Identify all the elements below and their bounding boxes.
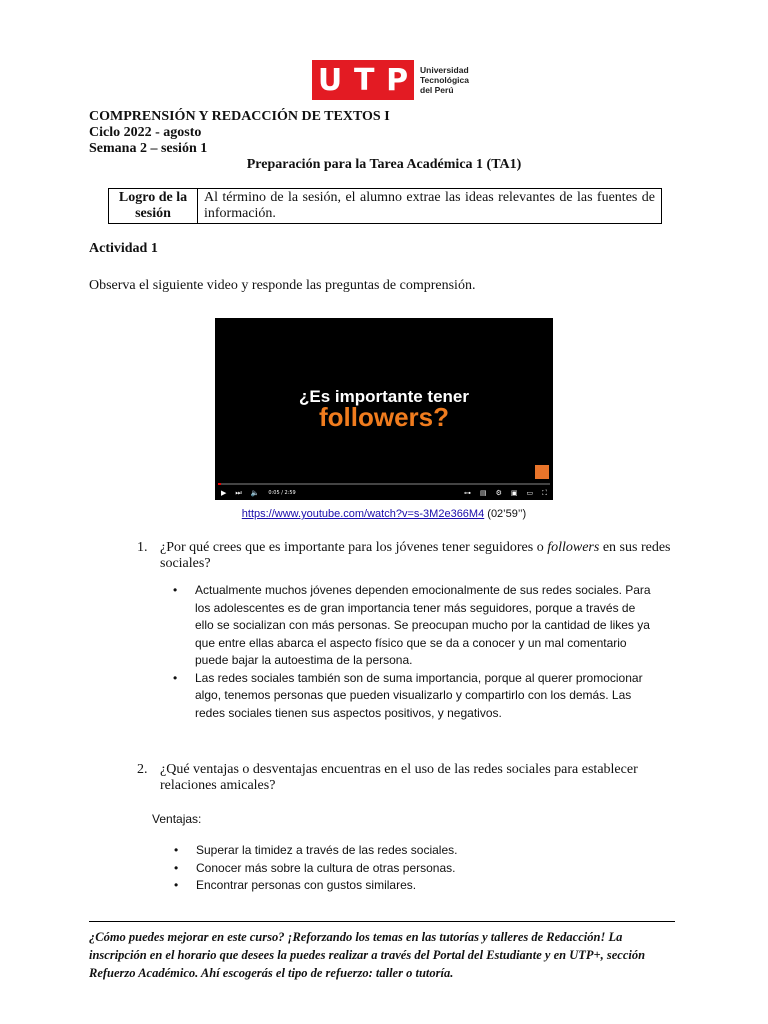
list-item: [174, 877, 654, 895]
logro-label-line-2: sesión: [135, 206, 171, 221]
question-1-number: 1.: [137, 540, 148, 555]
subtitles-icon[interactable]: ▤: [479, 489, 487, 497]
video-caption-line-2: followers?: [318, 402, 449, 432]
list-item: [174, 860, 654, 878]
logo-letter-p: P: [386, 62, 409, 98]
question-1-text-b: en sus redes sociales?: [160, 540, 671, 571]
video-progress-fill: [218, 483, 221, 485]
theater-mode-icon[interactable]: ▭: [526, 489, 534, 497]
university-line-2: Tecnológica: [420, 75, 469, 85]
answer-2-text: Las redes sociales también son de suma importancia, porque al querer promocionar algo, tenemos personas que pueden visualizarlo y compartirlo con los demás. Las redes sociales tienen sus aspectos positivos, y negativos.: [195, 670, 643, 720]
logo-letter-t: T: [353, 62, 375, 98]
ventaja-1-text: Superar la timidez a través de las redes sociales.: [196, 843, 458, 857]
settings-gear-icon[interactable]: ⚙: [495, 489, 502, 497]
video-controls: [215, 486, 553, 500]
video-progress-bar[interactable]: [218, 483, 550, 485]
ventajas-label: Ventajas:: [152, 812, 202, 826]
logro-table: [108, 188, 662, 224]
video-link[interactable]: https://www.youtube.com/watch?v=s-3M2e366M4: [241, 508, 485, 520]
question-2: [137, 762, 697, 794]
ventaja-2-text: Conocer más sobre la cultura de otras personas.: [196, 860, 456, 875]
activity-instruction: Observa el siguiente video y responde las preguntas de comprensión.: [89, 278, 476, 293]
list-item: [173, 670, 653, 723]
miniplayer-icon[interactable]: ▣: [510, 489, 518, 497]
logo-letter-u: U: [317, 62, 343, 98]
video-time: 0:05 / 2:59: [268, 490, 296, 496]
list-item: [174, 842, 654, 860]
question-1-answers: [173, 582, 653, 722]
logro-label-cell: [109, 189, 198, 223]
bullet-icon: •: [173, 670, 178, 685]
question-1: [137, 540, 697, 572]
question-1-text-a: ¿Por qué crees que es importante para los jóvenes tener seguidores o: [160, 540, 548, 555]
question-2-text: ¿Qué ventajas o desventajas encuentras en el uso de las redes sociales para establecer relaciones amicales?: [160, 762, 638, 793]
university-name: [420, 65, 469, 95]
question-1-text: [160, 540, 697, 572]
bullet-icon: •: [173, 583, 178, 597]
answer-1-text: Actualmente muchos jóvenes dependen emocionalmente de sus redes sociales. Para los adolescentes es de gran importancia tener más seguidores, porque a través de ello se socializan con más personas. Se preocupan mucho por la cantidad de likes ya que entre ellas abarca el aspecto físico que se da a conocer y un mal comentario puede bajar la autoestima de la persona.: [195, 583, 651, 667]
volume-icon[interactable]: 🔈: [250, 489, 260, 497]
bullet-icon: •: [174, 860, 179, 875]
video-link-line: [0, 508, 768, 520]
ventaja-3-text: Encontrar personas con gustos similares.: [196, 878, 417, 892]
autoplay-toggle-icon[interactable]: ⊶: [463, 489, 471, 497]
university-line-3: del Perú: [420, 85, 454, 95]
list-item: [173, 582, 653, 670]
course-title: COMPRENSIÓN Y REDACCIÓN DE TEXTOS I: [89, 109, 390, 124]
fullscreen-icon[interactable]: ⛶: [542, 488, 547, 497]
activity-title: Actividad 1: [89, 241, 158, 256]
utp-logo: [312, 60, 469, 100]
logro-text: Al término de la sesión, el alumno extrae las ideas relevantes de las fuentes de información.: [204, 190, 655, 221]
channel-watermark: [535, 465, 549, 479]
ventajas-list: [174, 842, 654, 895]
utp-logo-box: [312, 60, 414, 100]
university-line-1: Universidad: [420, 65, 469, 75]
video-player[interactable]: [215, 318, 553, 500]
bullet-icon: •: [174, 878, 179, 892]
bullet-icon: •: [174, 843, 179, 857]
cycle-label: Ciclo 2022 - agosto: [89, 125, 202, 140]
video-caption-line-1: ¿Es importante tener: [298, 387, 470, 406]
week-label: Semana 2 – sesión 1: [89, 141, 208, 156]
play-icon[interactable]: ▶: [221, 489, 227, 497]
next-icon[interactable]: ⏭: [235, 488, 242, 497]
logro-label-line-1: Logro de la: [118, 190, 188, 205]
page-title: Preparación para la Tarea Académica 1 (TA1): [246, 157, 522, 172]
question-1-text-em: followers: [547, 540, 600, 555]
question-2-number: 2.: [137, 762, 148, 777]
footer-note: ¿Cómo puedes mejorar en este curso? ¡Reforzando los temas en las tutorías y talleres de Redacción! La inscripción en el horario que desees la puedes realizar a través del Portal del Estudiante y en UTP+, sección Refuerzo Académico. Ahí escogerás el tipo de refuerzo: taller o tutoría.: [89, 930, 646, 980]
footer-divider: [89, 921, 675, 922]
video-duration: (02’59’’): [487, 508, 527, 520]
